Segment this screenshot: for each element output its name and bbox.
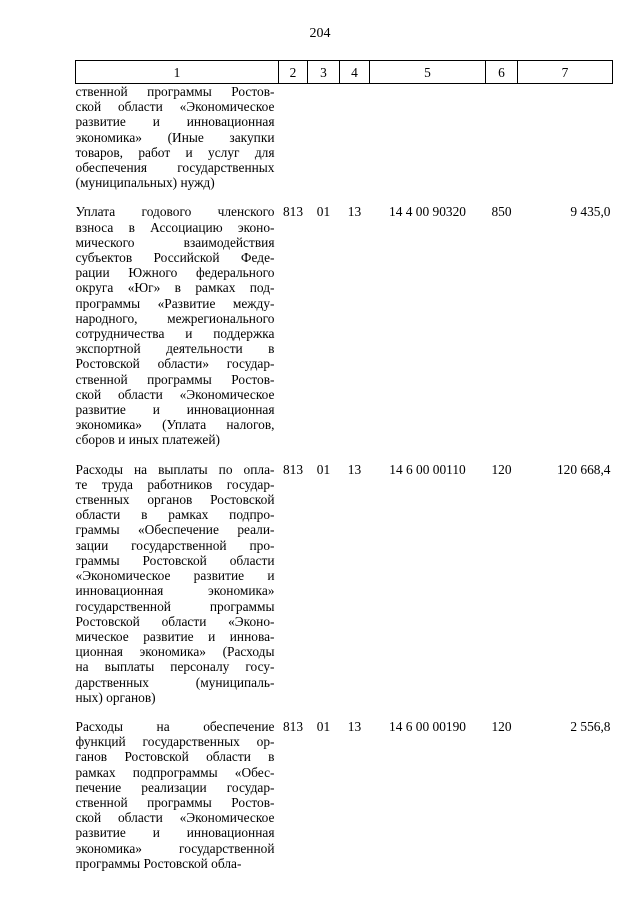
description-line: субъектов Российской Феде- [75, 250, 275, 266]
description-line: товаров, работ и услуг для [75, 144, 275, 160]
description-line: экономика» государственной [75, 840, 275, 856]
target-article-code [370, 84, 486, 191]
description-line: области в рамках подпро- [75, 507, 275, 523]
subsection-code: 13 [347, 461, 362, 477]
target-article-code: 14 6 00 00110 [389, 461, 466, 477]
expense-type-code [486, 84, 518, 191]
col-header-3: 3 [308, 61, 340, 84]
description-line: экономика» (Уплата налогов, [75, 417, 275, 433]
description-line: Ростовской области «Эконо- [75, 613, 275, 629]
description-line: развитие и инновационная [75, 402, 275, 418]
description-line: сотрудничества и поддержка [75, 326, 275, 342]
description-line: развитие и инновационная [75, 825, 275, 841]
amount: 9 435,0 [570, 204, 611, 220]
subsection-code: 13 [347, 204, 362, 220]
description-line: государственной программы [75, 598, 275, 614]
ministry-code: 813 [282, 718, 304, 734]
subsection-code [340, 84, 370, 191]
budget-table [75, 60, 613, 871]
table-row [76, 84, 613, 191]
description-line: на выплаты персоналу госу- [75, 659, 275, 675]
description-line: Уплата годового членского [75, 204, 275, 220]
table-row [76, 462, 613, 705]
amount [518, 84, 613, 191]
col-header-4: 4 [340, 61, 370, 84]
description-line: инновационная экономика» [75, 583, 275, 599]
description-line: развитие и инновационная [75, 114, 275, 130]
row-description [76, 204, 279, 447]
description-line: дарственных (муниципаль- [75, 674, 275, 690]
description-line: программы «Развитие между- [75, 295, 275, 311]
row-spacer [76, 190, 613, 204]
description-line: «Экономическое развитие и [75, 568, 275, 584]
row-description [76, 462, 279, 705]
description-line: граммы «Обеспечение реали- [75, 522, 275, 538]
description-line: ственной программы Ростов- [75, 84, 275, 99]
description-line: граммы Ростовской области [75, 552, 275, 568]
description-line: те труда работников государ- [75, 476, 275, 492]
description-line: зации государственной про- [75, 537, 275, 553]
expense-type-code: 850 [491, 204, 512, 220]
description-line: Расходы на обеспечение [75, 718, 275, 734]
description-line: ской области «Экономическое [75, 386, 275, 402]
description-line: экспортной деятельности в [75, 341, 275, 357]
description-line: ственных органов Ростовской [75, 492, 275, 508]
description-line: ных) органов) [75, 689, 156, 705]
description-line: Расходы на выплаты по опла- [75, 461, 275, 477]
ministry-code: 813 [282, 204, 304, 220]
col-header-6: 6 [486, 61, 518, 84]
row-description [76, 719, 279, 871]
description-line: мического взаимодействия [75, 234, 275, 250]
amount: 2 556,8 [570, 718, 611, 734]
col-header-1: 1 [76, 61, 279, 84]
description-line: экономика» (Иные закупки [75, 129, 275, 145]
amount: 120 668,4 [556, 461, 611, 477]
table-row [76, 204, 613, 447]
description-line: ственной программы Ростов- [75, 794, 275, 810]
description-line: рамках подпрограммы «Обес- [75, 764, 275, 780]
description-line: обеспечения государственных [75, 160, 275, 176]
description-line: Ростовской области» государ- [75, 356, 275, 372]
col-header-2: 2 [279, 61, 308, 84]
description-line: функций государственных ор- [75, 734, 275, 750]
target-article-code: 14 6 00 00190 [389, 718, 466, 734]
description-line: ской области «Экономическое [75, 99, 275, 115]
description-line: ционная экономика» (Расходы [75, 644, 275, 660]
section-code [308, 84, 340, 191]
table-row [76, 719, 613, 871]
col-header-5: 5 [370, 61, 486, 84]
target-article-code: 14 4 00 90320 [389, 204, 466, 220]
description-line: программы Ростовской обла- [75, 855, 242, 871]
expense-type-code: 120 [491, 718, 512, 734]
description-line: ской области «Экономическое [75, 810, 275, 826]
ministry-code [279, 84, 308, 191]
description-line: народного, межрегионального [75, 310, 275, 326]
section-code: 01 [316, 204, 331, 220]
row-spacer [76, 448, 613, 462]
description-line: мическое развитие и иннова- [75, 628, 275, 644]
expense-type-code: 120 [491, 461, 512, 477]
description-line: округа «Юг» в рамках под- [75, 280, 275, 296]
description-line: (муниципальных) нужд) [75, 175, 215, 191]
description-line: взноса в Ассоциацию эконо- [75, 219, 275, 235]
page-number: 204 [309, 26, 331, 41]
section-code: 01 [316, 718, 331, 734]
header-row [76, 61, 613, 84]
description-line: печение реализации государ- [75, 779, 275, 795]
row-spacer [76, 705, 613, 719]
description-line: ганов Ростовской области в [75, 749, 275, 765]
ministry-code: 813 [282, 461, 304, 477]
description-line: рации Южного федерального [75, 265, 275, 281]
section-code: 01 [316, 461, 331, 477]
row-description [76, 84, 279, 191]
description-line: ственной программы Ростов- [75, 371, 275, 387]
col-header-7: 7 [518, 61, 613, 84]
description-line: сборов и иных платежей) [75, 432, 220, 448]
subsection-code: 13 [347, 718, 362, 734]
